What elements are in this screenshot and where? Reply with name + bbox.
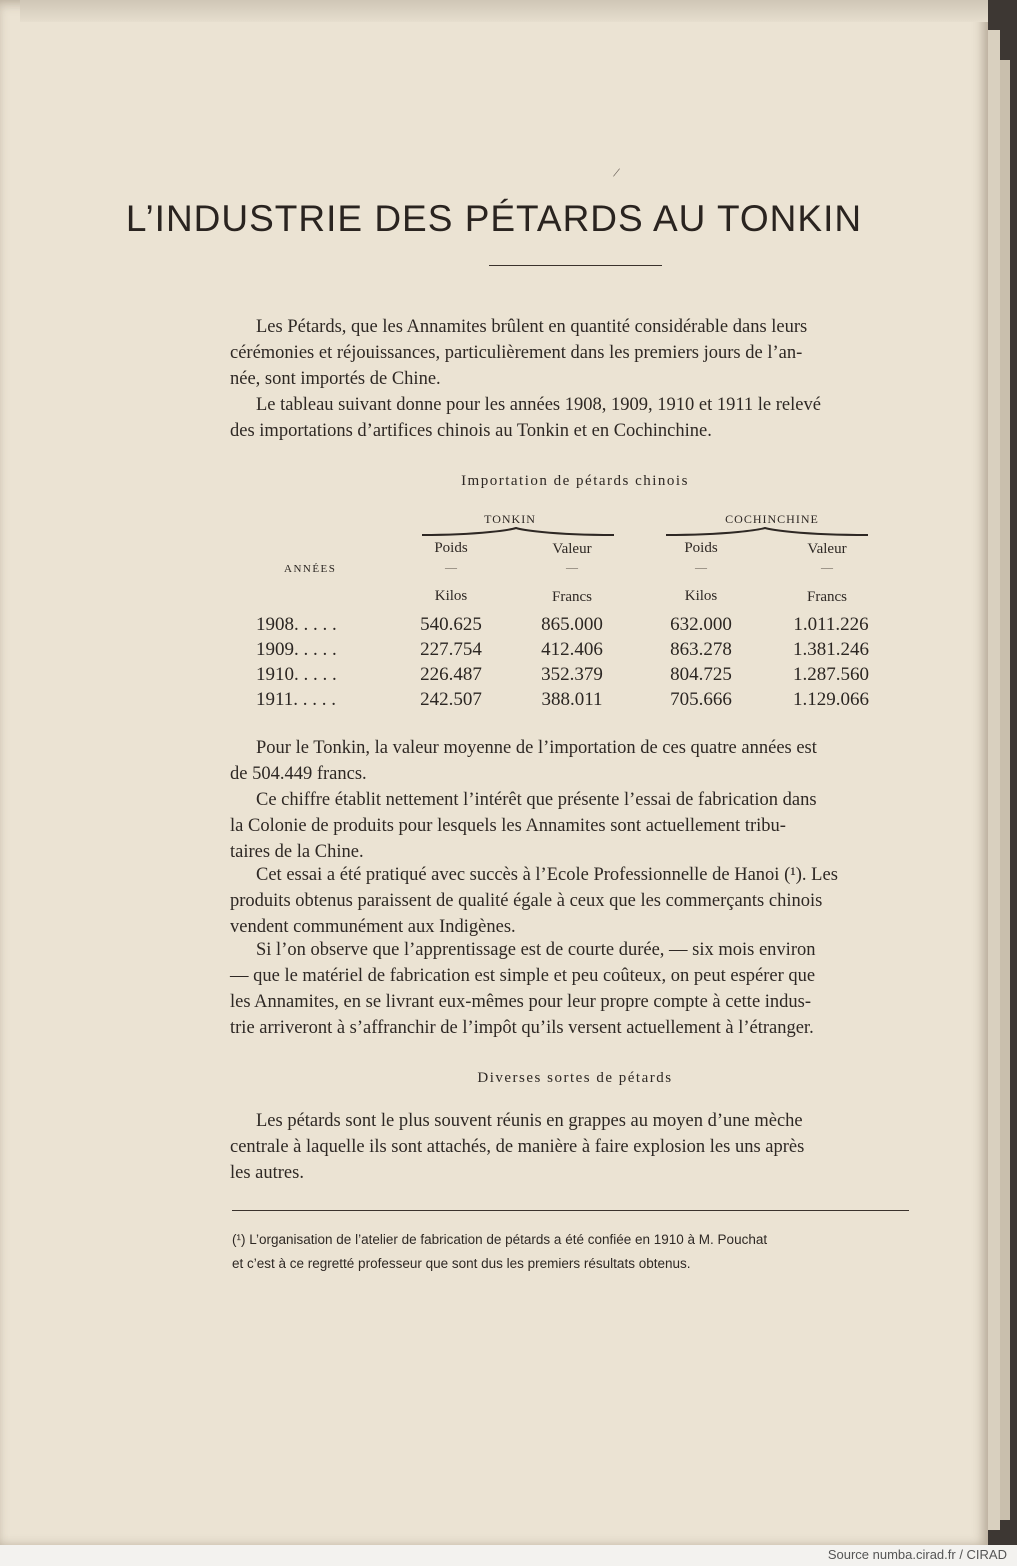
cochinchine-poids-cell: 705.666 xyxy=(670,689,732,710)
text-line: cérémonies et réjouissances, particulièrement dans les premiers jours de l’an- xyxy=(230,343,803,363)
paragraph-3 xyxy=(230,735,914,787)
footnote-rule xyxy=(232,1210,909,1211)
tonkin-poids-cell: 540.625 xyxy=(420,614,482,635)
column-header-annees: ANNÉES xyxy=(284,563,337,575)
table-caption: Importation de pétards chinois xyxy=(461,473,689,489)
column-header-cochinchine-valeur: Valeur xyxy=(807,541,847,557)
section-heading: Diverses sortes de pétards xyxy=(477,1070,673,1086)
column-header-tonkin-poids: Poids xyxy=(434,540,468,556)
page-edge xyxy=(988,30,1000,1530)
paragraph-section2 xyxy=(230,1108,914,1186)
text-line: Cet essai a été pratiqué avec succès à l’Ecole Professionnelle de Hanoi (¹). Les xyxy=(256,865,838,885)
tonkin-valeur-cell: 352.379 xyxy=(541,664,603,685)
text-line: les autres. xyxy=(230,1163,304,1183)
text-line: Le tableau suivant donne pour les années 1908, 1909, 1910 et 1911 le relevé xyxy=(256,395,821,415)
paragraph-4 xyxy=(230,787,914,865)
text-line: vendent communément aux Indigènes. xyxy=(230,917,516,937)
text-line: née, sont importés de Chine. xyxy=(230,369,441,389)
cochinchine-valeur-cell: 1.381.246 xyxy=(793,639,869,660)
text-line: la Colonie de produits pour lesquels les Annamites sont actuellement tribu- xyxy=(230,816,786,836)
text-line: de 504.449 francs. xyxy=(230,764,367,784)
unit-label: Francs xyxy=(552,589,592,605)
header-dash: — xyxy=(821,560,833,574)
cochinchine-valeur-cell: 1.129.066 xyxy=(793,689,869,710)
text-line: Les pétards sont le plus souvent réunis en grappes au moyen d’une mèche xyxy=(256,1111,803,1131)
tonkin-valeur-cell: 388.011 xyxy=(541,689,603,710)
page-top-edge xyxy=(20,0,988,22)
cochinchine-valeur-cell: 1.011.226 xyxy=(793,614,869,635)
paragraph-5 xyxy=(230,862,914,940)
paragraph-intro-1 xyxy=(230,314,914,392)
footnote-line: et c’est à ce regretté professeur que sont dus les premiers résultats obtenus. xyxy=(232,1256,691,1271)
page-title: L’INDUSTRIE DES PÉTARDS AU TONKIN xyxy=(125,198,863,239)
brace-cochinchine xyxy=(664,526,870,540)
unit-label: Kilos xyxy=(684,588,718,604)
tonkin-poids-cell: 227.754 xyxy=(420,639,482,660)
tonkin-valeur-cell: 865.000 xyxy=(541,614,603,635)
text-line: Les Pétards, que les Annamites brûlent en quantité considérable dans leurs xyxy=(256,317,808,337)
group-heading-cochinchine: COCHINCHINE xyxy=(725,512,819,526)
cochinchine-poids-cell: 804.725 xyxy=(670,664,732,685)
text-line: Ce chiffre établit nettement l’intérêt que présente l’essai de fabrication dans xyxy=(256,790,817,810)
year-cell: 1910. . . . . xyxy=(256,664,337,685)
paragraph-6 xyxy=(230,937,914,1041)
table-row xyxy=(0,614,988,640)
header-dash: — xyxy=(566,560,578,574)
page-edge xyxy=(1000,60,1010,1520)
paragraph-intro-2 xyxy=(230,392,914,444)
text-line: Si l’on observe que l’apprentissage est de courte durée, — six mois environ xyxy=(256,940,816,960)
text-line: des importations d’artifices chinois au Tonkin et en Cochinchine. xyxy=(230,421,712,441)
header-dash: — xyxy=(445,560,457,574)
column-header-tonkin-valeur: Valeur xyxy=(552,541,592,557)
table-row xyxy=(0,639,988,665)
year-cell: 1908. . . . . xyxy=(256,614,337,635)
source-bar xyxy=(0,1545,1017,1566)
cochinchine-poids-cell: 863.278 xyxy=(670,639,732,660)
text-line: trie arriveront à s’affranchir de l’impôt qu’ils versent actuellement à l’étranger. xyxy=(230,1018,814,1038)
title-rule xyxy=(489,265,662,266)
year-cell: 1911. . . . . xyxy=(256,689,337,710)
unit-label: Kilos xyxy=(434,588,468,604)
table-row xyxy=(0,664,988,690)
footnote xyxy=(232,1228,909,1276)
cochinchine-valeur-cell: 1.287.560 xyxy=(793,664,869,685)
group-heading-tonkin: TONKIN xyxy=(484,512,536,526)
tonkin-poids-cell: 242.507 xyxy=(420,689,482,710)
cochinchine-poids-cell: 632.000 xyxy=(670,614,732,635)
year-cell: 1909. . . . . xyxy=(256,639,337,660)
pencil-mark: / xyxy=(611,165,621,182)
table-row xyxy=(0,689,988,715)
brace-tonkin xyxy=(420,526,616,540)
text-line: les Annamites, en se livrant eux-mêmes pour leur propre compte à cette indus- xyxy=(230,992,812,1012)
text-line: — que le matériel de fabrication est simple et peu coûteux, on peut espérer que xyxy=(230,966,816,986)
text-line: taires de la Chine. xyxy=(230,842,364,862)
footnote-line: (¹) L’organisation de l’atelier de fabrication de pétards a été confiée en 1910 à M. Pouchat xyxy=(232,1232,768,1247)
tonkin-valeur-cell: 412.406 xyxy=(541,639,603,660)
column-header-cochinchine-poids: Poids xyxy=(684,540,718,556)
text-line: centrale à laquelle ils sont attachés, de manière à faire explosion les uns après xyxy=(230,1137,805,1157)
header-dash: — xyxy=(695,560,707,574)
source-credit: Source numba.cirad.fr / CIRAD xyxy=(827,1547,1007,1562)
text-line: Pour le Tonkin, la valeur moyenne de l’importation de ces quatre années est xyxy=(256,738,817,758)
unit-label: Francs xyxy=(807,589,847,605)
text-line: produits obtenus paraissent de qualité égale à ceux que les commerçants chinois xyxy=(230,891,823,911)
tonkin-poids-cell: 226.487 xyxy=(420,664,482,685)
